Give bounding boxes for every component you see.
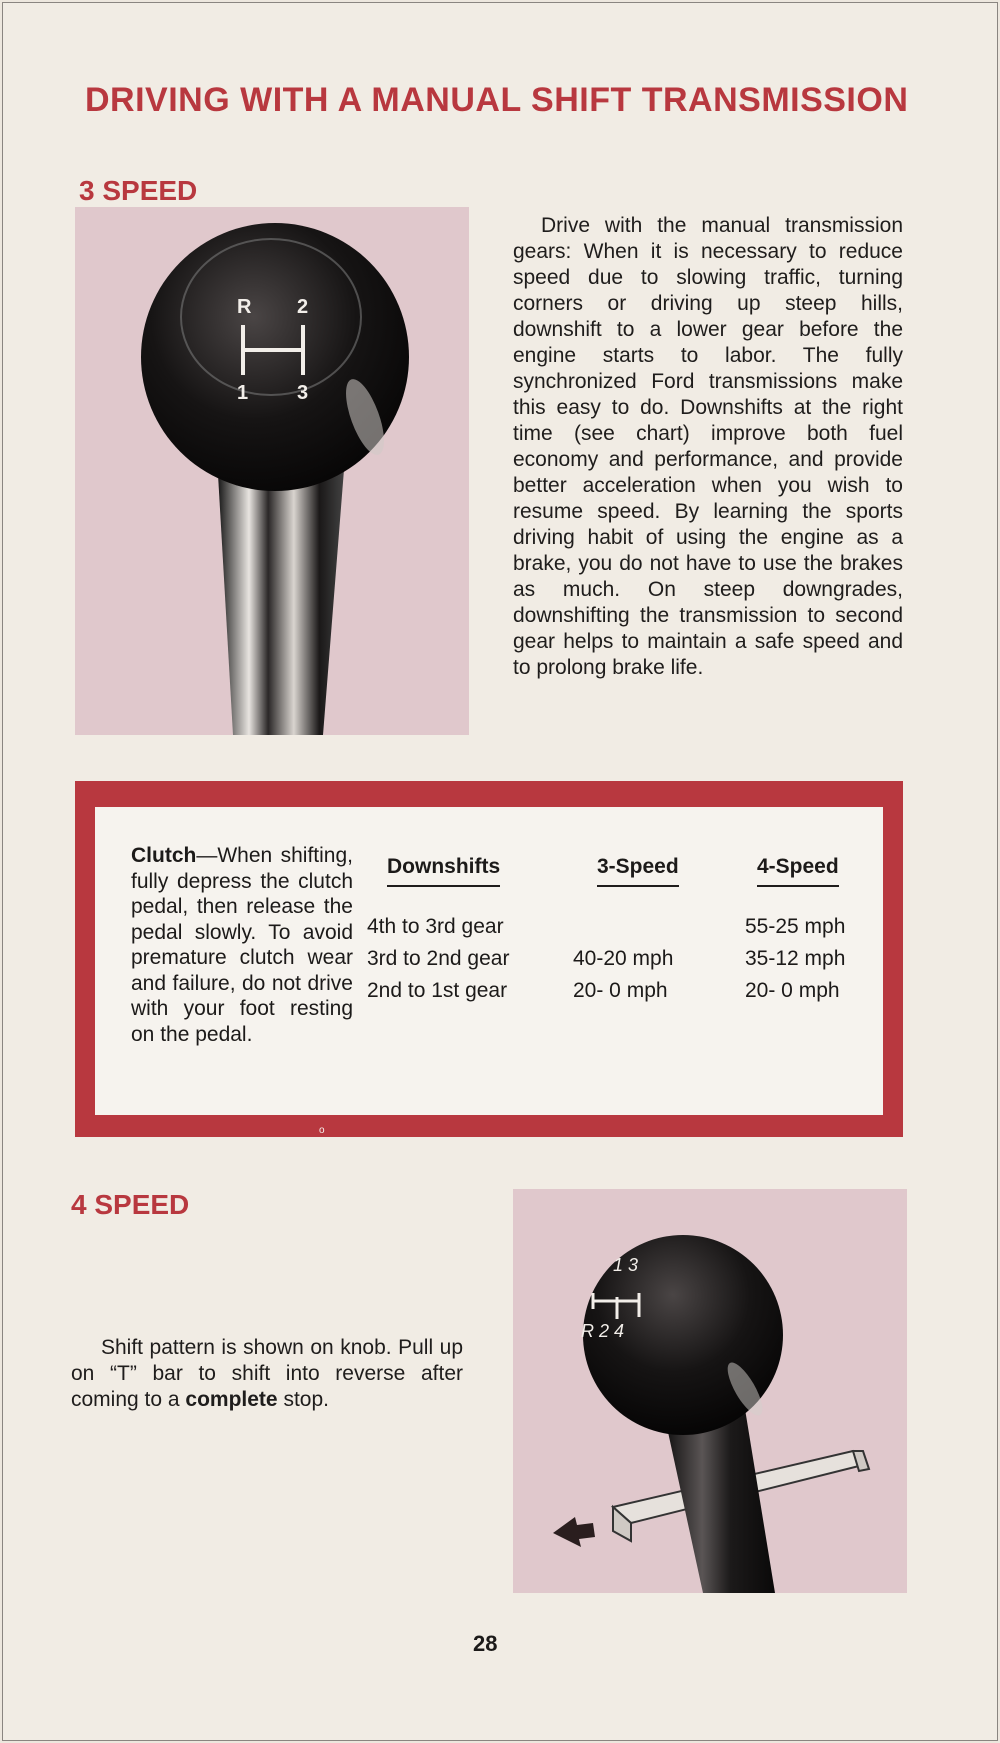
four-speed-text-b: stop. [277, 1388, 329, 1411]
knob-label-r: R [237, 296, 252, 318]
four-speed-shifter-photo [513, 1189, 907, 1593]
knob-label-2: 2 [297, 296, 309, 318]
downshift-chart [95, 807, 883, 1115]
section-title-4-speed: 4 SPEED [71, 1189, 190, 1220]
page-title: DRIVING WITH A MANUAL SHIFT TRANSMISSION [85, 81, 909, 119]
table-row-1-4-speed: 55-25 mph [745, 915, 846, 938]
column-header-4-speed: 4-Speed [757, 855, 839, 887]
column-header-3-speed: 3-Speed [597, 855, 679, 887]
clutch-text: —When shifting, fully depress the clutch pedal, then release the pedal slowly. To avoid premature clutch wear and failure, do not drive with your foot resting on the pedal. [131, 844, 353, 1046]
section-title-3-speed: 3 SPEED [79, 175, 198, 206]
table-row-2-4-speed: 35-12 mph [745, 947, 846, 970]
page-number: 28 [473, 1631, 498, 1656]
four-speed-text-a: Shift pattern is shown on knob. Pull up on “T” bar to shift into reverse after coming to a [71, 1336, 463, 1411]
clutch-label: Clutch [131, 844, 197, 867]
four-speed-text-bold: complete [185, 1388, 278, 1411]
table-row-3-downshift: 2nd to 1st gear [367, 979, 508, 1002]
downshift-chart-frame [75, 781, 903, 1137]
manual-page [2, 2, 998, 1741]
four-speed-knob-icon [513, 1189, 907, 1593]
up-arrow-icon [553, 1517, 595, 1547]
knob-label-r-2-4: R 2 4 [581, 1321, 625, 1341]
clutch-note [131, 843, 353, 1047]
table-row-1-downshift: 4th to 3rd gear [367, 915, 504, 938]
three-speed-knob-icon [75, 207, 469, 735]
knob-label-3: 3 [297, 382, 309, 404]
table-row-3-4-speed: 20- 0 mph [745, 979, 840, 1002]
table-row-2-downshift: 3rd to 2nd gear [367, 947, 510, 970]
table-row-3-3-speed: 20- 0 mph [573, 979, 668, 1002]
column-header-downshifts: Downshifts [387, 855, 500, 887]
three-speed-shifter-photo [75, 207, 469, 735]
knob-label-1-3: 1 3 [613, 1255, 639, 1275]
knob-label-1: 1 [237, 382, 249, 404]
three-speed-paragraph: Drive with the manual transmission gears: When it is necessary to reduce speed due to slowing traffic, turning corners or driving up steep hills, downshift to a lower gear before the engine starts to labor. The fully synchronized Ford transmissions make this easy to do. Downshifts at the right time (see chart) improve both fuel economy and performance, and provide better acceleration when you wish to resume speed. By learning the sports driving habit of using the engine as a brake, you do not have to use the brakes as much. On steep downgrades, downshifting the transmission to second gear helps to maintain a safe speed and to prolong brake life. [513, 214, 903, 679]
table-row-2-3-speed: 40-20 mph [573, 947, 674, 970]
four-speed-paragraph [71, 1335, 463, 1413]
footnote-mark: o [319, 1125, 325, 1136]
